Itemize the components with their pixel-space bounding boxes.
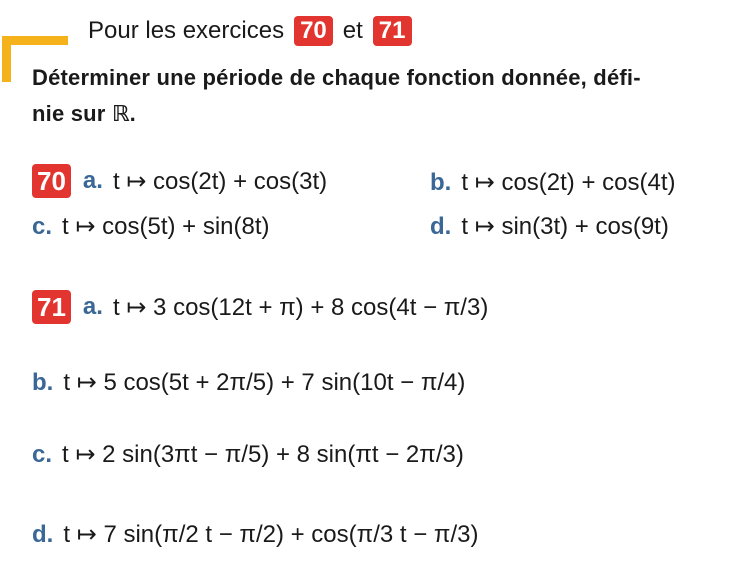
- exercise-badge-71: 71: [373, 16, 412, 46]
- item-70c-letter: c.: [32, 212, 53, 240]
- item-71a-formula: t ↦ 3 cos(12t + π) + 8 cos(4t − π/3): [112, 293, 489, 321]
- corner-bracket-top: [2, 36, 68, 45]
- header-conjunction: et: [342, 17, 363, 44]
- item-70c-formula: t ↦ cos(5t) + sin(8t): [62, 213, 270, 240]
- item-71c-letter: c.: [32, 440, 53, 468]
- exercise-70-row-1: [32, 164, 327, 198]
- item-70a-letter: a.: [82, 167, 103, 194]
- item-71d-letter: d.: [32, 520, 54, 548]
- exercise-71-row-a: [32, 290, 488, 324]
- item-71a-letter: a.: [82, 293, 103, 320]
- exercise-71-row-c: [32, 440, 464, 469]
- item-71b-formula: t ↦ 5 cos(5t + 2π/5) + 7 sin(10t − π/4): [63, 369, 466, 396]
- exercise-71-badge: 71: [32, 290, 71, 324]
- item-71b-letter: b.: [32, 368, 54, 396]
- exercise-71-row-b: [32, 368, 465, 397]
- exercise-badge-70: 70: [294, 16, 333, 46]
- exercise-70-row-1b: [430, 168, 676, 197]
- item-70b-formula: t ↦ cos(2t) + cos(4t): [461, 169, 676, 196]
- item-70a-formula: t ↦ cos(2t) + cos(3t): [112, 167, 328, 195]
- corner-bracket-left: [2, 36, 11, 82]
- item-70d-formula: t ↦ sin(3t) + cos(9t): [461, 213, 669, 240]
- instruction-line-2: nie sur ℝ.: [32, 101, 136, 126]
- item-70d-letter: d.: [430, 212, 452, 240]
- exercise-70-badge: 70: [32, 164, 71, 198]
- exercise-70-row-2: [32, 212, 270, 241]
- exercise-71-row-d: [32, 520, 478, 549]
- instruction-line-1: Déterminer une période de chaque fonction donnée, défi-: [32, 65, 641, 90]
- instruction-text: [32, 60, 747, 132]
- exercise-70-row-2b: [430, 212, 669, 241]
- header-prefix: Pour les exercices: [88, 17, 285, 44]
- item-71c-formula: t ↦ 2 sin(3πt − π/5) + 8 sin(πt − 2π/3): [62, 441, 464, 468]
- item-71d-formula: t ↦ 7 sin(π/2 t − π/2) + cos(π/3 t − π/3): [63, 521, 479, 548]
- item-70b-letter: b.: [430, 168, 452, 196]
- exercise-header: [88, 16, 420, 46]
